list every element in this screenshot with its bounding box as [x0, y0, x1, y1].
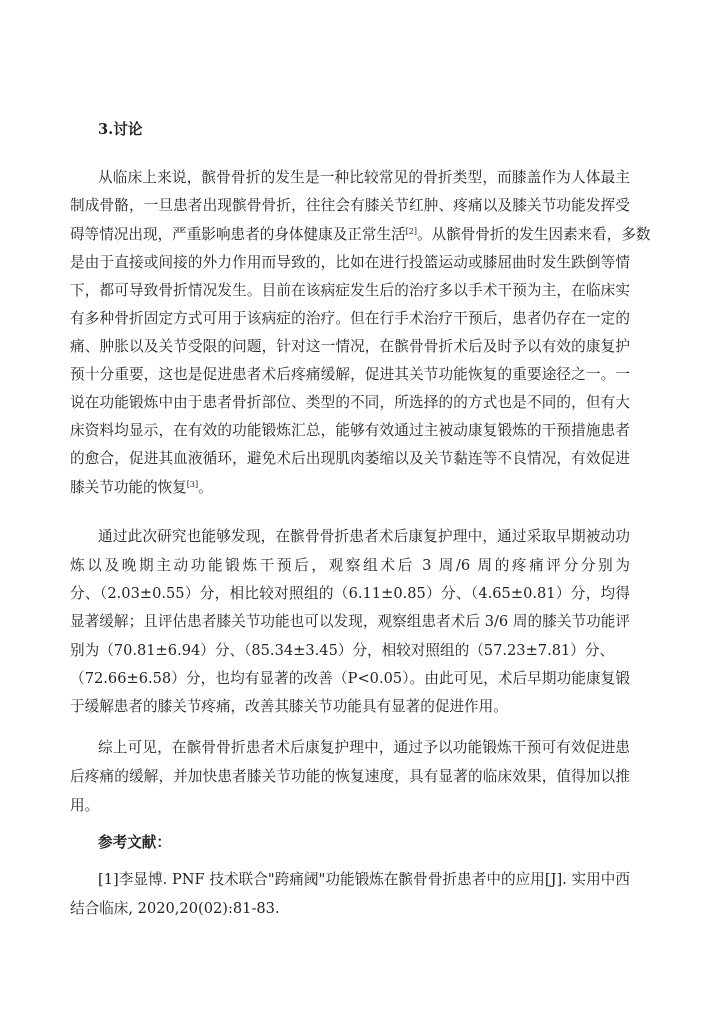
- text-line: [70, 478, 630, 498]
- section-heading: 3.讨论: [98, 121, 143, 138]
- text-line: 于缓解患者的膝关节疼痛，改善其膝关节功能具有显著的促进作用。: [70, 698, 508, 715]
- text-segment: 。: [198, 479, 213, 496]
- text-line: （72.66±6.58）分，也均有显著的改善（P<0.05）。由此可见，术后早期功能康复锻: [70, 670, 630, 687]
- text-line: 后疼痛的缓解，并加快患者膝关节功能的恢复速度，具有显著的临床效果，值得加以推: [70, 768, 630, 785]
- text-line: 别为（70.81±6.94）分、（85.34±3.45）分，相较对照组的（57.23±7.81）分、: [70, 642, 615, 659]
- text-line: 炼以及晚期主动功能锻炼干预后，观察组术后 3 周/6 周的疼痛评分分别为: [70, 557, 630, 574]
- references-heading: 参考文献：: [98, 834, 171, 851]
- text-line: 用。: [70, 797, 100, 814]
- text-line: 分、（2.03±0.55）分，相比较对照组的（6.11±0.85）分、（4.65±0.81）分，均得: [70, 585, 630, 602]
- citation-2: [2]: [405, 227, 418, 236]
- text-line: 说在功能锻炼中由于患者骨折部位、类型的不同，所选择的的方式也是不同的，但有大: [70, 394, 630, 411]
- citation-3: [3]: [186, 480, 199, 489]
- text-line: 下，都可导致骨折情况发生。目前在该病症发生后的治疗多以手术干预为主，在临床实: [70, 282, 630, 299]
- text-line: [1]李显博. PNF 技术联合"跨痛阈"功能锻炼在髌骨骨折患者中的应用[J]. 实用中西: [98, 871, 630, 888]
- text-line: 显著缓解；且评估患者膝关节功能也可以发现，观察组患者术后 3/6 周的膝关节功能评: [70, 613, 630, 630]
- text-line: 结合临床, 2020,20(02):81-83.: [70, 900, 280, 917]
- text-segment: 碍等情况出现，严重影响患者的身体健康及正常生活: [70, 226, 406, 243]
- text-line: 预十分重要，这也是促进患者术后疼痛缓解，促进其关节功能恢复的重要途径之一。一: [70, 366, 630, 383]
- text-line: [70, 225, 651, 245]
- text-line: 从临床上来说，髌骨骨折的发生是一种比较常见的骨折类型，而膝盖作为人体最主: [98, 169, 630, 186]
- text-line: 综上可见，在髌骨骨折患者术后康复护理中，通过予以功能锻炼干预可有效促进患: [98, 739, 630, 756]
- text-line: 制成骨骼，一旦患者出现髌骨骨折，往往会有膝关节红肿、疼痛以及膝关节功能发挥受: [70, 197, 630, 214]
- text-line: 的愈合，促进其血液循环，避免术后出现肌肉萎缩以及关节黏连等不良情况，有效促进: [70, 450, 630, 467]
- text-segment: 。从髌骨骨折的发生因素来看，多数: [417, 226, 651, 243]
- text-line: 床资料均显示，在有效的功能锻炼汇总，能够有效通过主被动康复锻炼的干预措施患者: [70, 422, 630, 439]
- text-line: 是由于直接或间接的外力作用而导致的，比如在进行投篮运动或膝屈曲时发生跌倒等情: [70, 254, 630, 271]
- text-line: 有多种骨折固定方式可用于该病症的治疗。但在行手术治疗干预后，患者仍存在一定的: [70, 310, 630, 327]
- text-line: 通过此次研究也能够发现，在髌骨骨折患者术后康复护理中，通过采取早期被动功: [98, 528, 630, 545]
- text-line: 痛、肿胀以及关节受限的问题，针对这一情况，在髌骨骨折术后及时予以有效的康复护: [70, 338, 630, 355]
- text-segment: 膝关节功能的恢复: [70, 479, 187, 496]
